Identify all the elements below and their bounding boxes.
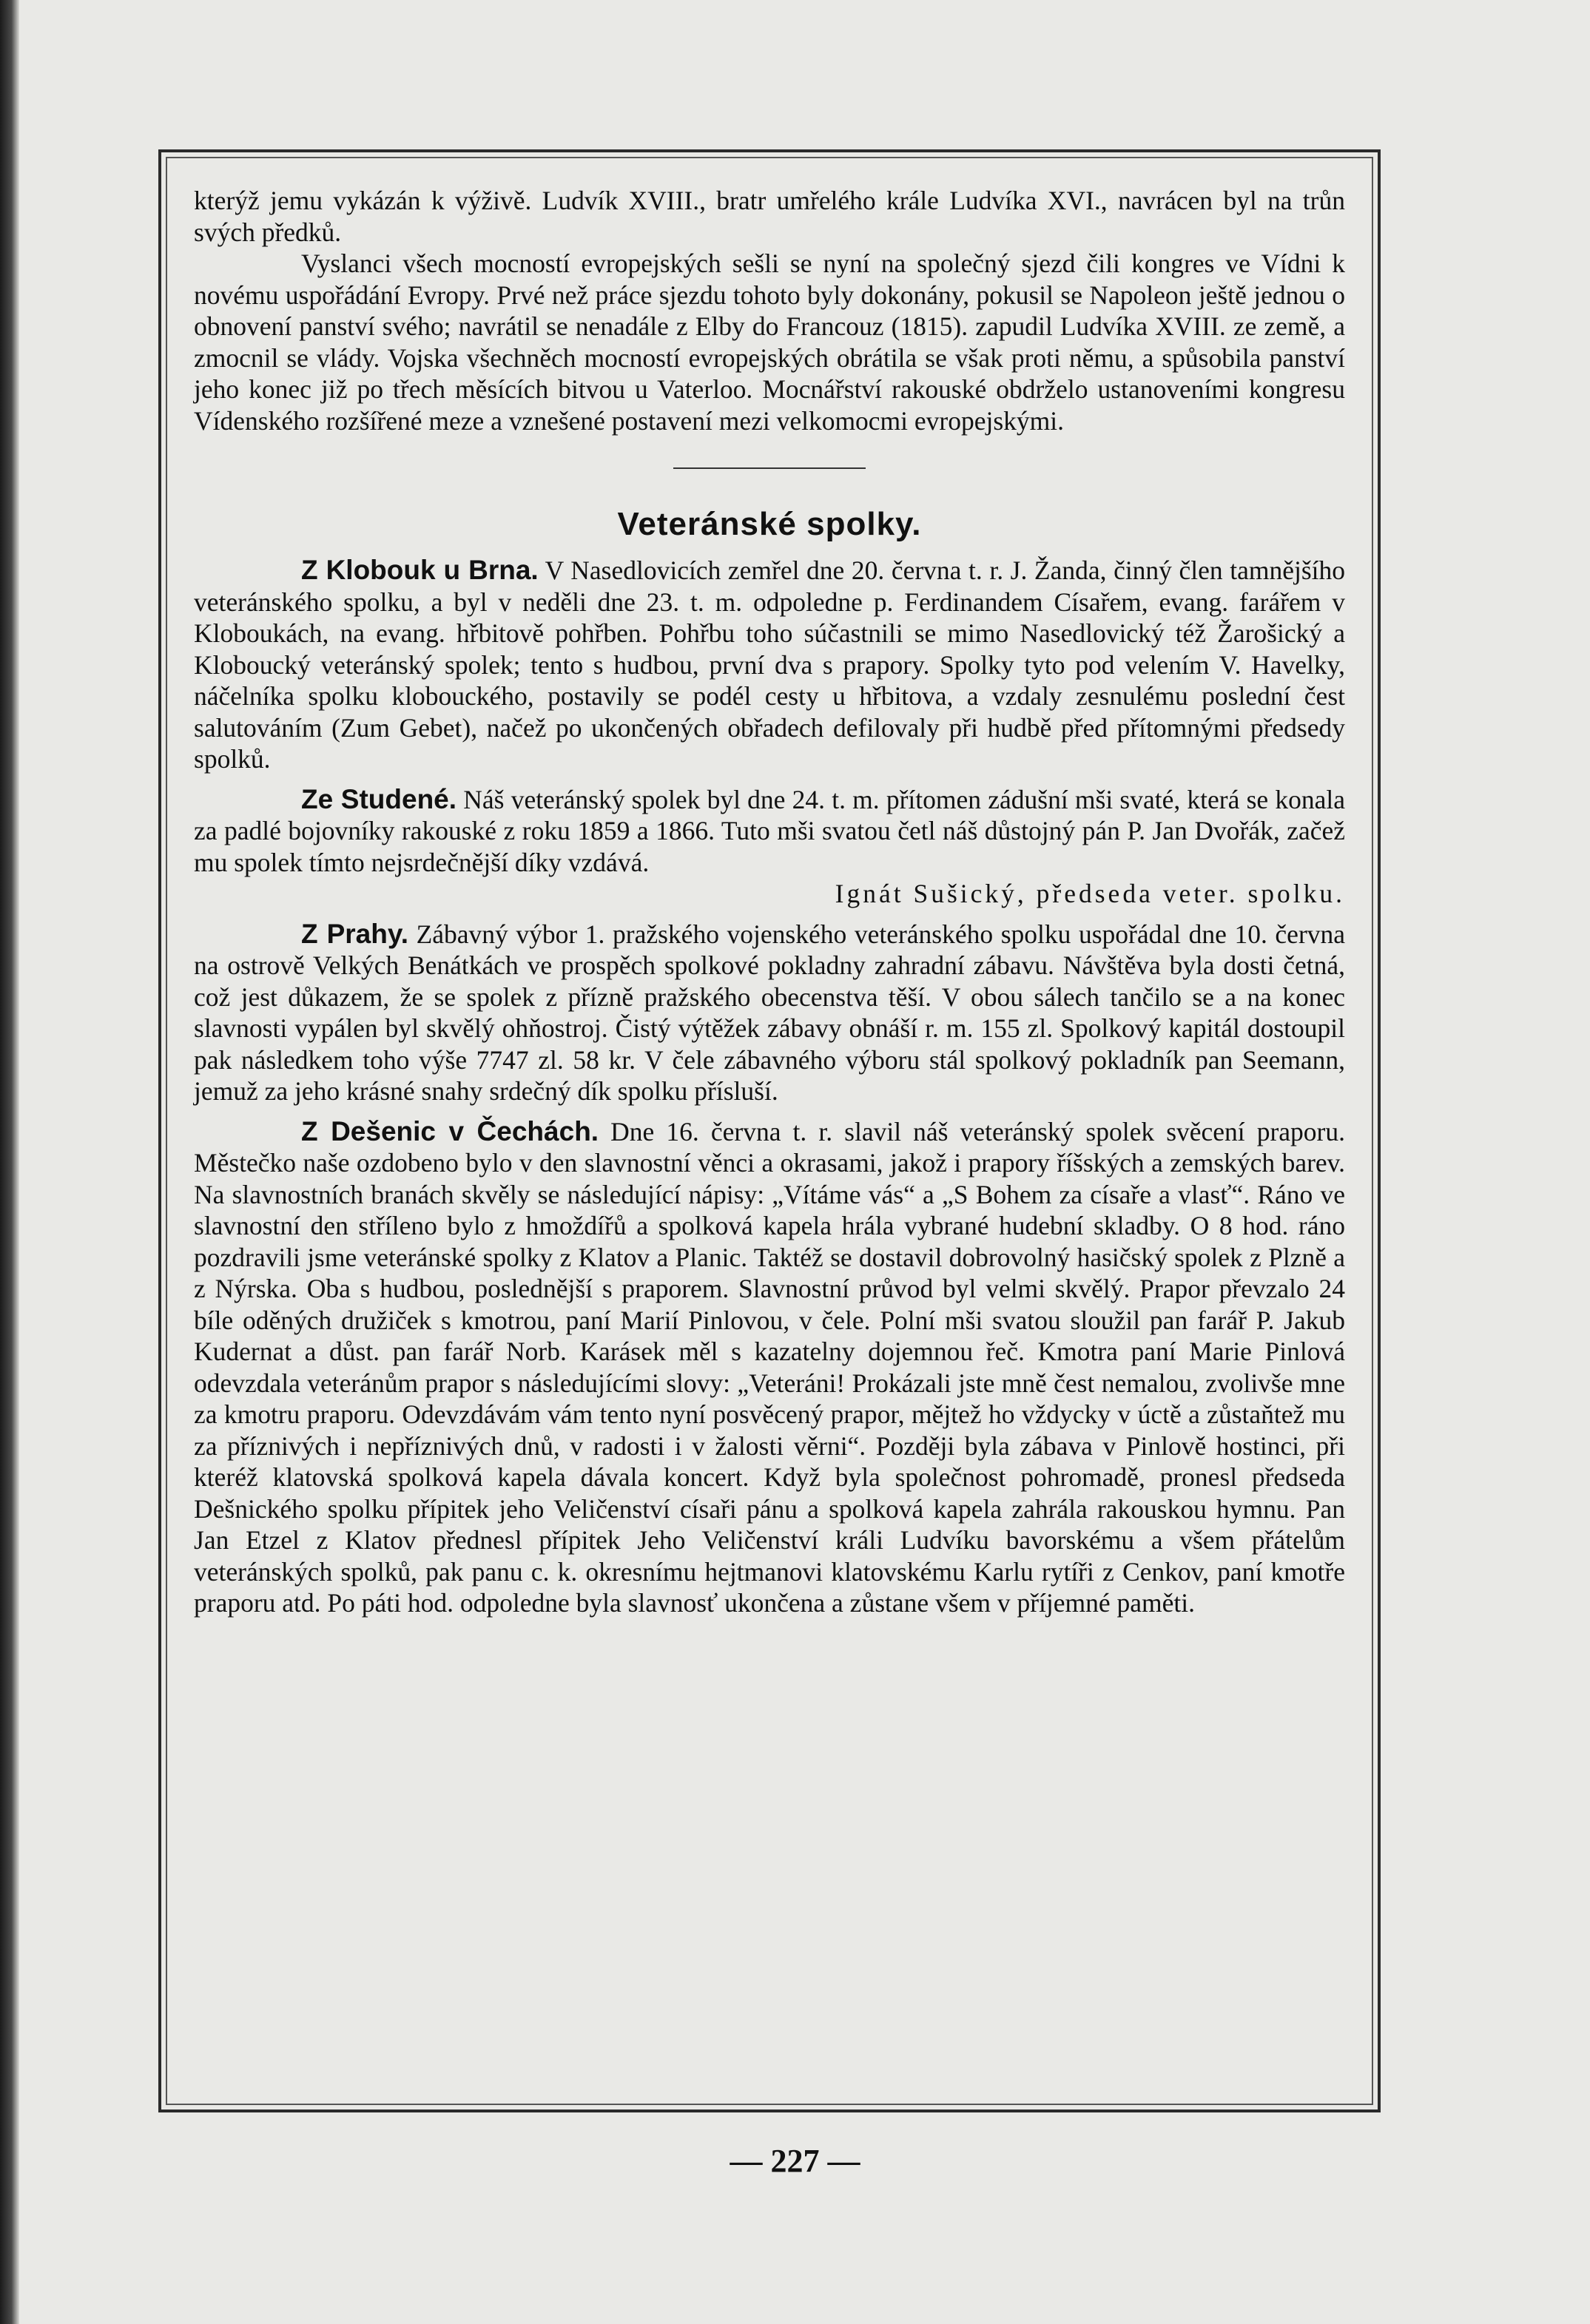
entry-signature: Ignát Sušický, předseda veter. spolku. [835, 879, 1345, 908]
entry-text: Zábavný výbor 1. pražského vojenského veteránského spolku uspořádal dne 10. června na ostrově Velkých Benátkách ve prospěch spolkové pokladny zahradní zábavu. Návštěva byla dosti četná, což jest důkazem, že se spolek z přízně pražského obecenstva těší. V obou sálech tančilo se a na konec slavnosti vypálen byl skvělý ohňostroj. Čistý výtěžek zábavy obnáší r. m. 155 zl. Spolkový kapitál dostoupil pak následkem toho výše 7747 zl. 58 kr. V čele zábavného výboru stál spolkový pokladník pan Seemann, jemuž za jeho krásné snahy srdečný dík spolku přísluší. [194, 919, 1346, 1106]
section-divider [673, 467, 866, 469]
entry-klobouky [194, 555, 1345, 775]
entry-place: Z Prahy. [301, 918, 408, 949]
entry-praha [194, 919, 1345, 1107]
entry-studena [194, 784, 1345, 910]
entry-place: Ze Studené. [301, 783, 457, 814]
section-title: Veteránské spolky. [617, 506, 922, 542]
intro-paragraph-2: Vyslanci všech mocností evropejských sešli se nyní na společný sjezd čili kongres ve Vídni k novému uspořádání Evropy. Prvé než práce sjezdu tohoto byly dokonány, pokusil se Napoleon ještě jednou o obnovení panství svého; navrátil se nenadále z Elby do Francouz (1815). zapudil Ludvíka XVIII. ze země, a zmocnil se vlády. Vojska všechněch mocností evropejských obrátila se však proti němu, a spůsobila panství jeho konec již po třech měsících bitvou u Vaterloo. Mocnářství rakouské obdrželo ustanoveními kongresu Vídenského rozšířené meze a vznešené postavení mezi velkomocmi evropejskými. [194, 249, 1345, 436]
entry-text: Dne 16. června t. r. slavil náš veteránský spolek svěcení praporu. Městečko naše ozdobeno bylo v den slavnostní věnci a okrasami, jakož i prapory říšských a zemských barev. Na slavnostních branách skvěly se následující nápisy: „Vítáme vás“ a „S Bohem za císaře a vlasť“. Ráno ve slavnostní den stříleno bylo z hmoždířů a spolková kapela hrála vybrané hudební skladby. O 8 hod. ráno pozdravili jsme veteránské spolky z Klatov a Planic. Taktéž se dostavil dobrovolný hasičský spolek z Plzně a z Nýrska. Oba s hudbou, poslednější s praporem. Slavnostní průvod byl velmi skvělý. Prapor převzalo 24 bíle oděných družiček s kmotrou, paní Marií Pinlovou, v čele. Polní mši svatou sloužil pan farář P. Jakub Kudernat a důst. pan farář Norb. Karásek měl s kazatelny dojemnou řeč. Kmotra paní Marie Pinlová odevzdala veteránům prapor s následujícími slovy: „Veteráni! Prokázali jste mně čest nemalou, zvolivše mne za kmotru praporu. Odevzdávám vám tento nyní posvěcený prapor, mějtež ho vždycky v úctě a zůstaňtež mu za příznivých i nepříznivých dnů, v radosti i v žalosti věrni“. Později byla zábava v Pinlově hostinci, při kteréž klatovská spolková kapela dávala koncert. Když byla společnost pohromadě, pronesl předseda Dešnického spolku přípitek jeho Veličenství císaři pánu a spolková kapela zahrála rakouskou hymnu. Pan Jan Etzel z Klatov přednesl přípitek Jeho Veličenství králi Ludvíku bavorskému a všem přátelům veteránských spolků, pak panu c. k. okresnímu hejtmanovi klatovskému Karlu rytíři z Cenkov, paní kmotře praporu atd. Po páti hod. odpoledne byla slavnosť ukončena a zůstane všem v příjemné paměti. [194, 1116, 1346, 1618]
entry-text: V Nasedlovicích zemřel dne 20. června t. r. J. Žanda, činný člen tamnějšího veteránského spolku, a byl v neděli dne 23. t. m. odpoledne p. Ferdinandem Císařem, evang. farářem v Kloboukách, na evang. hřbitově pohřben. Pohřbu toho súčastnili se mimo Nasedlovický též Žarošický a Kloboucký veteránský spolek; tento s hudbou, první dva s prapory. Spolky tyto pod velením V. Havelky, náčelníka spolku klobouckého, postavily se podél cesty u hřbitova, a vzdaly zesnulému poslední čest salutováním (Zum Gebet), načež po ukončených obřadech defilovaly při hudbě před přítomnými předsedy spolků. [194, 555, 1346, 774]
entry-text: Náš veteránský spolek byl dne 24. t. m. přítomen zádušní mši svaté, která se konala za padlé bojovníky rakouské z roku 1859 a 1866. Tuto mši svatou četl náš důstojný pán P. Jan Dvořák, začež mu spolek tímto nejsrdečnější díky vzdává. [194, 784, 1346, 877]
page-number: — 227 — [730, 2143, 860, 2179]
page-content [194, 185, 1345, 1619]
intro-paragraph-1: kterýž jemu vykázán k výživě. Ludvík XVIII., bratr umřelého krále Ludvíka XVI., navrácen byl na trůn svých předků. [194, 186, 1345, 247]
entry-desenice [194, 1116, 1345, 1619]
entry-place: Z Klobouk u Brna. [301, 555, 539, 585]
entry-place: Z Dešenic v Čechách. [301, 1115, 599, 1146]
page-binding-edge [0, 0, 19, 2324]
